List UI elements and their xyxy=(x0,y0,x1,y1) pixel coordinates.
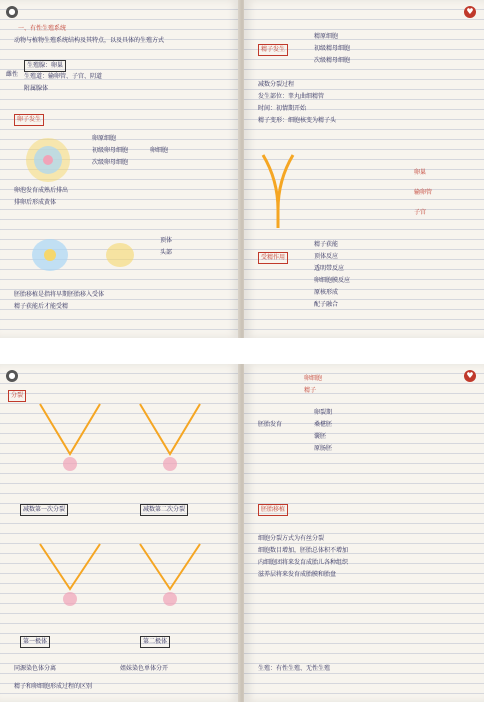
br-item-1: 卵裂期 xyxy=(314,409,333,416)
bl-footer: 精子和卵细胞形成过程的区别 xyxy=(14,683,93,690)
bottom-label-2: 头部 xyxy=(160,249,173,256)
fertilization-header: 受精作用 xyxy=(258,252,288,264)
br-section-2: 胚胎移植 xyxy=(258,504,288,516)
logo-icon: ♥ xyxy=(464,370,476,382)
br-note-4: 滋养层将来发育成胎膜和胎盘 xyxy=(258,571,337,578)
step-1: 精子获能 xyxy=(314,241,339,248)
section-title: 一、有性生殖系统 xyxy=(18,25,67,32)
red-label-3: 子宫 xyxy=(414,209,427,216)
step-4: 卵细胞膜反应 xyxy=(314,277,351,284)
logo-icon: ● xyxy=(6,370,18,382)
sp-note-2: 发生部位：睾丸曲细精管 xyxy=(258,93,325,100)
label-egg-3: 次级卵母细胞 xyxy=(92,159,129,166)
item-2: 生殖道：输卵管、子宫、阴道 xyxy=(24,73,103,80)
bottom-label-1: 顶体 xyxy=(160,237,173,244)
sp-note-4: 精子变形：细胞核变为精子头 xyxy=(258,117,337,124)
page-bottom-right xyxy=(244,364,484,702)
intro-text: 动物与植物生殖系统结构及其特点，以及具体的生殖方式 xyxy=(14,37,165,44)
item-3: 附属腺体 xyxy=(24,85,49,92)
br-item-2: 桑椹胚 xyxy=(314,421,333,428)
item-1: 生殖腺：卵巢 xyxy=(24,60,66,72)
br-section-1: 胚胎发育 xyxy=(258,421,283,428)
diagram3-label: 第一极体 xyxy=(20,636,50,648)
label-egg-2: 初级卵母细胞 xyxy=(92,147,129,154)
sp-item-1: 精原细胞 xyxy=(314,33,339,40)
note-3: 胚胎移植是指将早期胚胎移入受体 xyxy=(14,291,105,298)
page-top-left xyxy=(0,0,240,338)
logo-icon: ♥ xyxy=(464,6,476,18)
br-note-1: 细胞分裂方式为有丝分裂 xyxy=(258,535,325,542)
diagram2-label: 减数第二次分裂 xyxy=(140,504,188,516)
note-1: 卵泡发育成熟后排出 xyxy=(14,187,69,194)
step-3: 透明带反应 xyxy=(314,265,345,272)
br-header-2: 精子 xyxy=(304,387,317,394)
publisher-logo xyxy=(6,370,18,382)
br-header-1: 卵细胞 xyxy=(304,375,323,382)
sperm-header: 精子发生 xyxy=(258,44,288,56)
red-label-2: 输卵管 xyxy=(414,189,433,196)
note-4: 精子获能后才能受精 xyxy=(14,303,69,310)
meiosis-diagram-top xyxy=(20,394,220,504)
meiosis-diagram-bottom xyxy=(20,534,220,634)
egg-header: 卵子发生 xyxy=(14,114,44,126)
page-top-right xyxy=(244,0,484,338)
reproductive-tract-diagram xyxy=(258,150,298,230)
page-bottom-left xyxy=(0,364,240,702)
step-6: 配子融合 xyxy=(314,301,339,308)
sp-note-1: 减数分裂过程 xyxy=(258,81,295,88)
sperm-diagram xyxy=(20,232,150,278)
sp-item-2: 初级精母细胞 xyxy=(314,45,351,52)
diagram1-label: 减数第一次分裂 xyxy=(20,504,68,516)
br-item-4: 原肠胚 xyxy=(314,445,333,452)
red-label-1: 卵巢 xyxy=(414,169,427,176)
publisher-logo-right xyxy=(464,370,476,382)
female-label: 雌性 xyxy=(6,71,19,78)
sp-note-3: 时间：初情期开始 xyxy=(258,105,307,112)
publisher-logo xyxy=(6,6,45,18)
bl-note-1: 同源染色体分离 xyxy=(14,665,57,672)
publisher-logo-right xyxy=(464,6,476,18)
logo-icon: ● xyxy=(6,6,18,18)
notebook-spread-bottom xyxy=(0,364,484,702)
sp-item-3: 次级精母细胞 xyxy=(314,57,351,64)
step-5: 原核形成 xyxy=(314,289,339,296)
bl-note-2: 姐妹染色单体分开 xyxy=(120,665,169,672)
br-end: 生殖：有性生殖、无性生殖 xyxy=(258,665,331,672)
br-note-2: 细胞数目增加，胚胎总体积不增加 xyxy=(258,547,349,554)
tag-label: 分裂 xyxy=(8,390,26,402)
notebook-spread-top xyxy=(0,0,484,338)
note-2: 排卵后形成黄体 xyxy=(14,199,57,206)
diagram4-label: 第二极体 xyxy=(140,636,170,648)
br-note-3: 内细胞团将来发育成胎儿各种组织 xyxy=(258,559,349,566)
label-egg-1: 卵原细胞 xyxy=(92,135,117,142)
ovary-diagram xyxy=(10,130,90,190)
br-item-3: 囊胚 xyxy=(314,433,327,440)
label-egg-4: 卵细胞 xyxy=(150,147,169,154)
step-2: 顶体反应 xyxy=(314,253,339,260)
